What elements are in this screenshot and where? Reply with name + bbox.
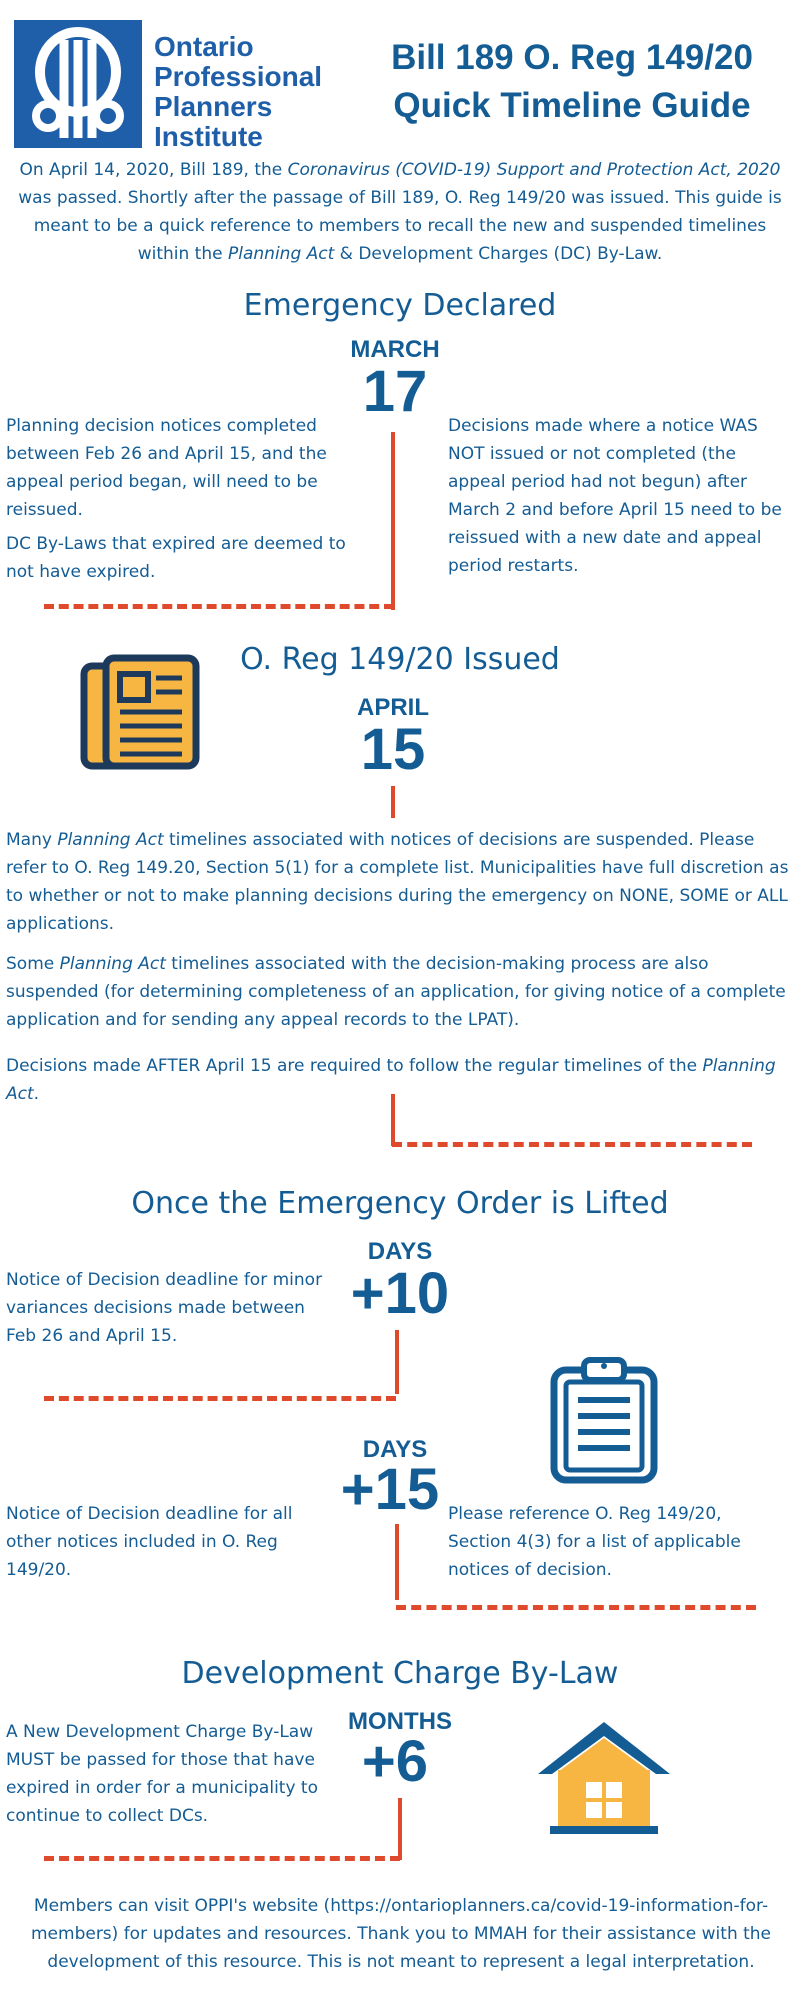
section-title-lifted: Once the Emergency Order is Lifted (131, 1186, 669, 1221)
emergency-left-text: Planning decision notices completed between Feb 26 and April 15, and the appeal period began, will need to be reissued. (6, 416, 327, 520)
logo-wordmark: Ontario Professional Planners Institute (154, 31, 323, 152)
dashed-connector (44, 1856, 400, 1861)
timeline-line (395, 1524, 399, 1600)
day-number-15: 15 (360, 717, 426, 782)
emergency-left-text-2: DC By-Laws that expired are deemed to not have expired. (6, 534, 346, 582)
oreg-paragraph-3: Decisions made AFTER April 15 are required to follow the regular timelines of the Planning Act. (6, 1056, 776, 1104)
days-label-10: DAYS (367, 1238, 433, 1265)
month-label-march: MARCH (350, 336, 440, 363)
dashed-connector (44, 1396, 396, 1401)
days-label-15: DAYS (362, 1436, 428, 1463)
days15-right-text: Please reference O. Reg 149/20, Section 4(3) for a list of applicable notices of decision. (448, 1504, 741, 1580)
house-icon (532, 1716, 676, 1840)
months-value-6: +6 (361, 1729, 429, 1794)
dashed-connector (44, 604, 394, 609)
timeline-line (391, 432, 395, 610)
month-label-april: APRIL (357, 694, 429, 721)
days15-left-text: Notice of Decision deadline for all other notices included in O. Reg 149/20. (6, 1504, 293, 1580)
day-number-17: 17 (362, 359, 428, 424)
oreg-paragraph-2: Some Planning Act timelines associated with the decision-making process are also suspended (for determining completeness of an application, for giving notice of a complete application and for sending any appeal records to the LPAT). (6, 954, 786, 1030)
dc-text: A New Development Charge By-Law MUST be passed for those that have expired in order for a municipality to continue to collect DCs. (6, 1722, 318, 1826)
days10-text: Notice of Decision deadline for minor variances decisions made between Feb 26 and April 15. (6, 1270, 323, 1346)
page-title: Bill 189 O. Reg 149/20 Quick Timeline Guide (391, 38, 753, 125)
days-value-10: +10 (350, 1261, 450, 1326)
section-title-oreg: O. Reg 149/20 Issued (240, 642, 560, 677)
dashed-connector (396, 1605, 756, 1610)
intro-paragraph: On April 14, 2020, Bill 189, the Coronavirus (COVID-19) Support and Protection Act, 2020 was passed. Shortly after the passage of Bill 189, O. Reg 149/20 was issued. This guide is meant to be a quick reference to members to recall the new and suspended timelines within the Planning Act & Development Charges (DC) By-Law. (18, 160, 782, 264)
timeline-line (398, 1798, 402, 1860)
timeline-line (391, 1094, 395, 1146)
days-value-15: +15 (340, 1457, 440, 1522)
clipboard-icon (548, 1354, 660, 1484)
newspaper-icon (80, 652, 200, 774)
dashed-connector (392, 1142, 752, 1147)
months-label: MONTHS (348, 1708, 452, 1735)
section-title-emergency: Emergency Declared (243, 288, 557, 323)
emergency-right-text: Decisions made where a notice WAS NOT issued or not completed (the appeal period had not begun) after March 2 and before April 15 need to be reissued with a new date and appeal period restarts. (448, 416, 782, 576)
oppi-logo-mark (14, 20, 142, 148)
timeline-line (395, 1330, 399, 1394)
footer-note: Members can visit OPPI's website (https://ontarioplanners.ca/covid-19-information-for-members) for updates and resources. Thank you to MMAH for their assistance with the development of this resource. This is not meant to represent a legal interpretation. (30, 1896, 772, 1972)
section-title-dc: Development Charge By-Law (181, 1656, 619, 1691)
timeline-line (391, 786, 395, 818)
oreg-paragraph-1: Many Planning Act timelines associated with notices of decisions are suspended. Please refer to O. Reg 149.20, Section 5(1) for a complete list. Municipalities have full discretion as to whether or not to make planning decisions during the emergency on NONE, SOME or ALL applications. (6, 830, 789, 934)
